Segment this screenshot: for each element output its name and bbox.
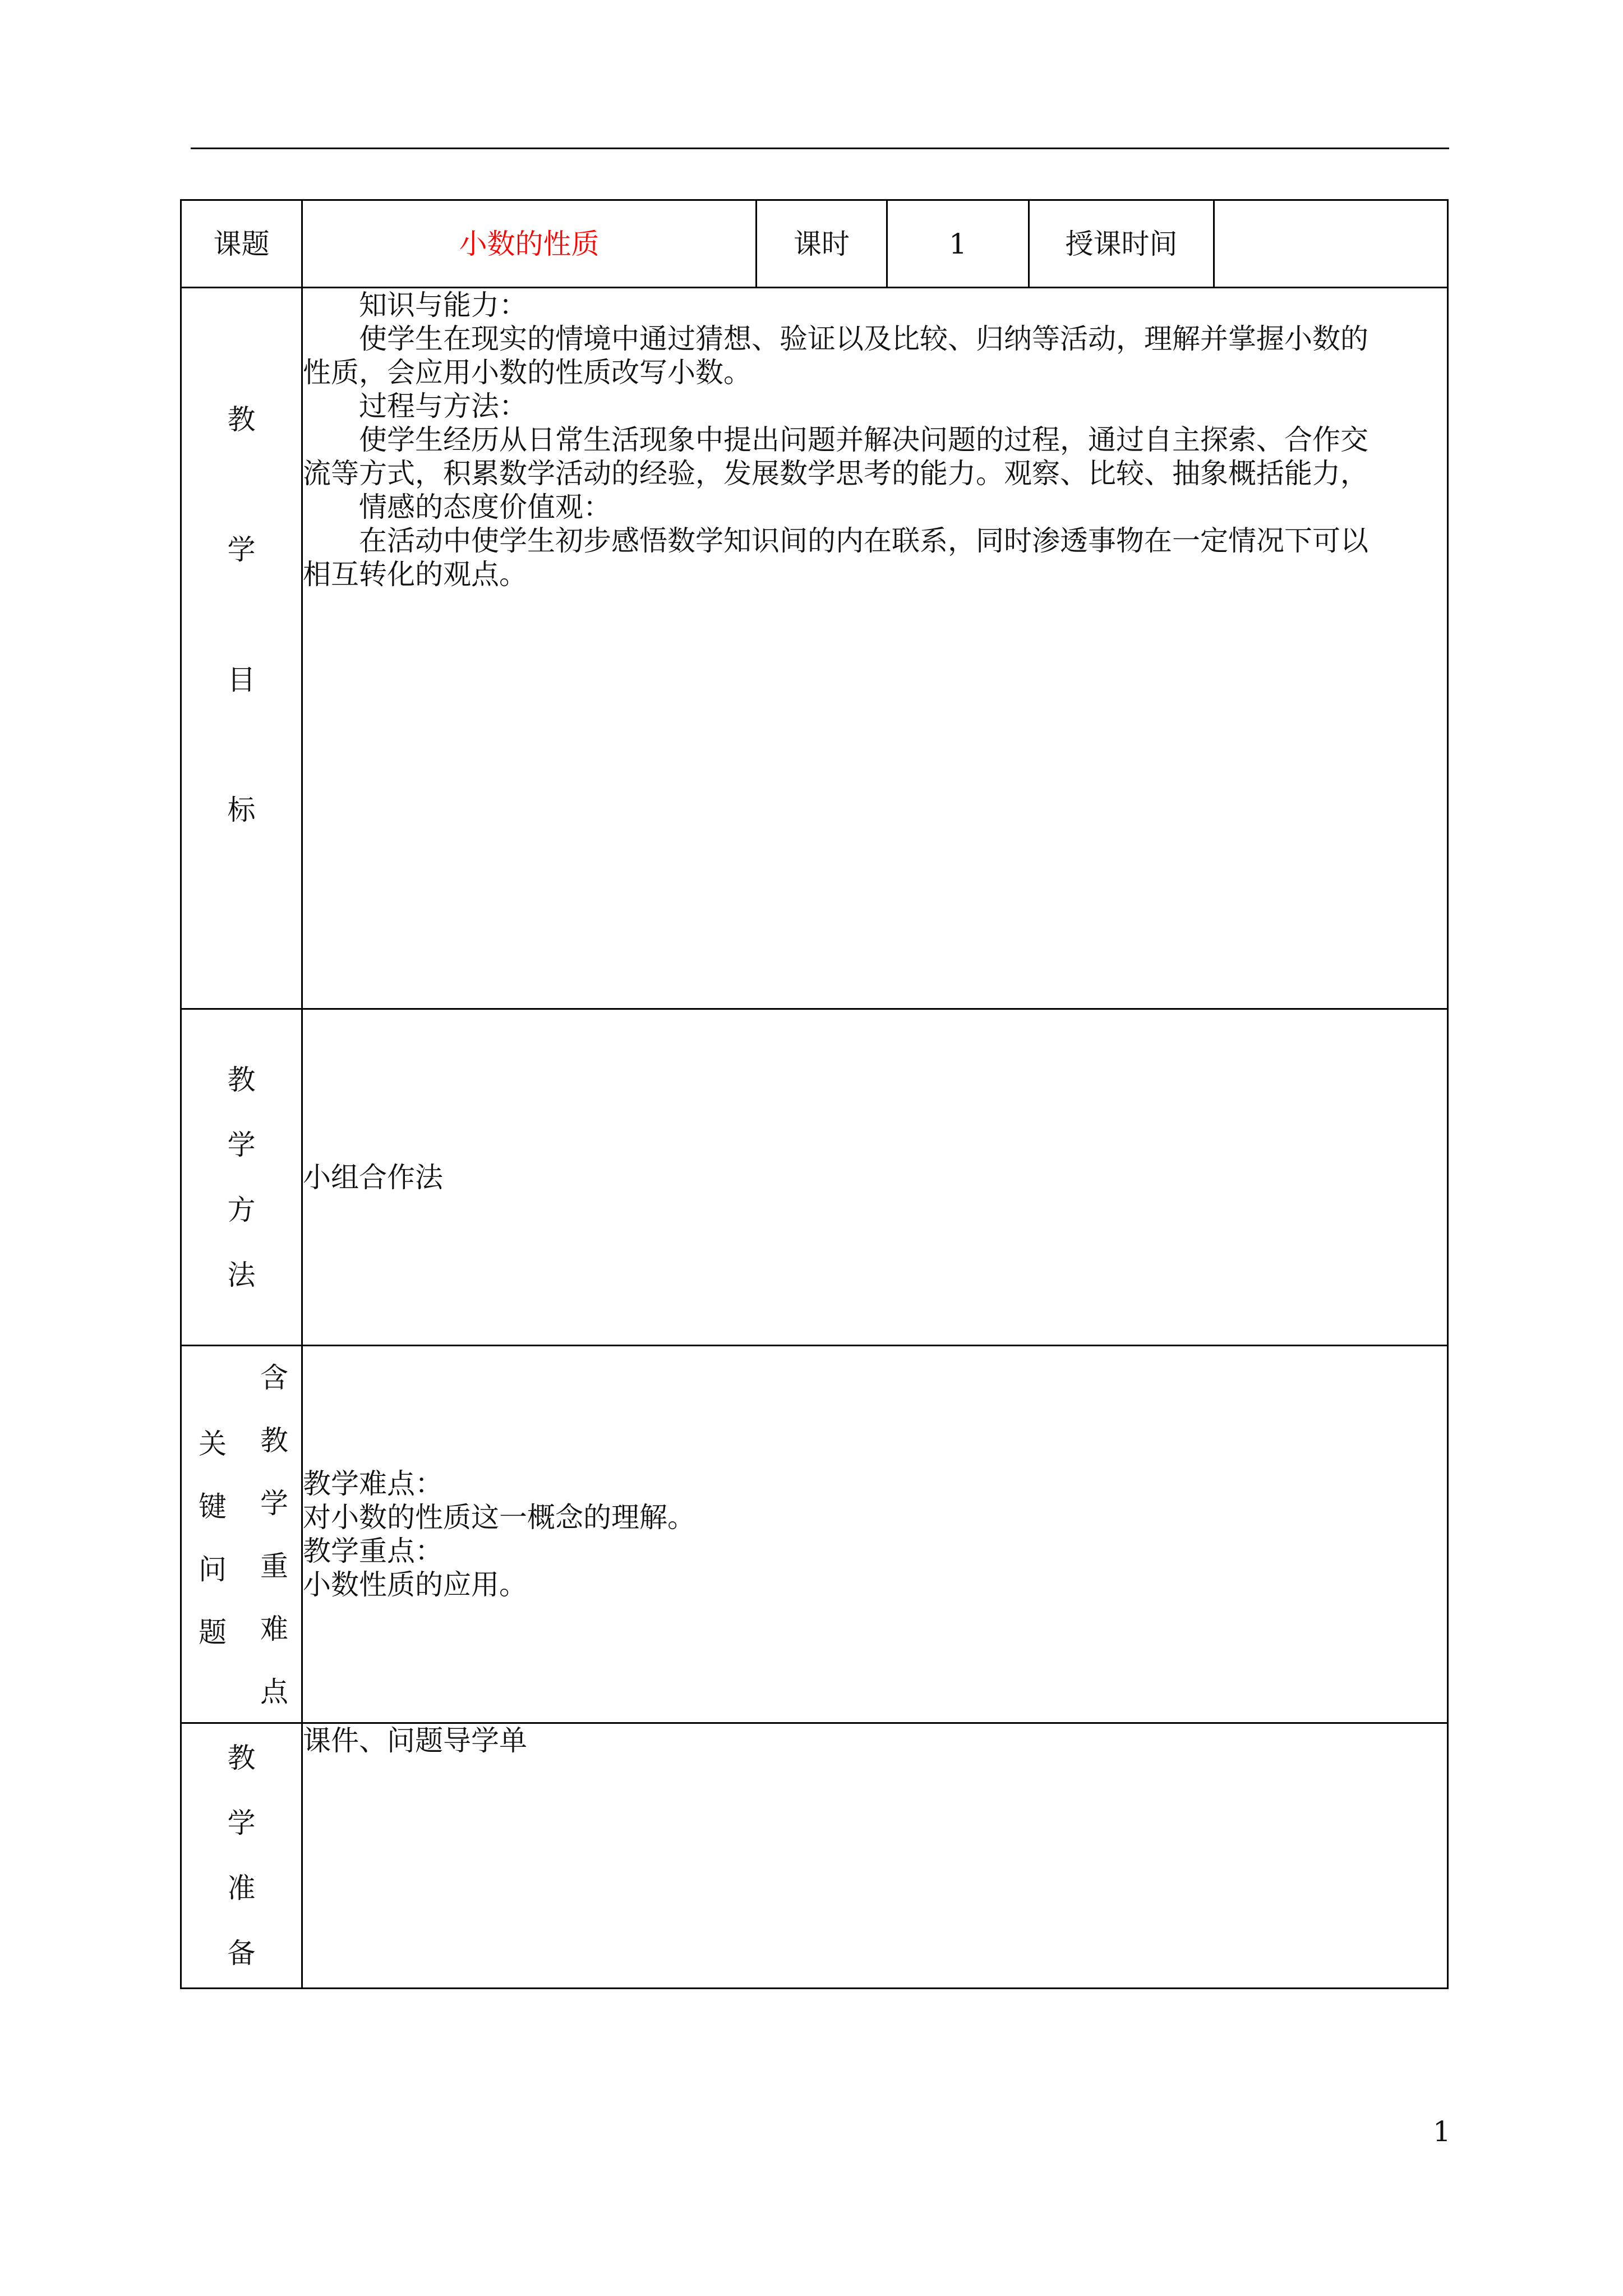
- method-label: [181, 1009, 302, 1346]
- focus-heading: 教学重点：: [303, 1535, 443, 1567]
- goals-heading-emotion: 情感的态度价值观：: [359, 491, 611, 523]
- key-label-char: 教: [260, 1424, 288, 1457]
- method-label-char: 学: [227, 1128, 256, 1161]
- key-issues-label-right: [260, 1346, 288, 1723]
- focus-text: 小数性质的应用。: [303, 1568, 527, 1601]
- prep-label-char: 准: [227, 1872, 256, 1904]
- method-label-char: 方: [227, 1193, 256, 1226]
- goals-heading-process: 过程与方法：: [359, 390, 527, 422]
- difficulty-heading: 教学难点：: [303, 1467, 443, 1500]
- goals-content: [302, 288, 1448, 1009]
- preparation-row: [181, 1723, 1448, 1989]
- goals-label-char: 学: [227, 533, 256, 566]
- key-label-char: 键: [199, 1490, 227, 1523]
- lesson-title: 小数的性质: [302, 200, 757, 288]
- method-content: 小组合作法: [302, 1009, 1448, 1346]
- period-label: 课时: [757, 200, 887, 288]
- key-label-char: 学: [260, 1487, 288, 1520]
- key-issues-content: [302, 1346, 1448, 1723]
- key-issues-label: [181, 1346, 302, 1723]
- goals-row: [181, 288, 1448, 1009]
- method-row: [181, 1009, 1448, 1346]
- time-value: [1214, 200, 1448, 288]
- key-label-char: 关: [199, 1428, 227, 1460]
- lesson-plan-table: [180, 199, 1449, 1989]
- prep-label-char: 备: [227, 1937, 256, 1970]
- goals-label: [181, 288, 302, 1009]
- key-label-char: 含: [260, 1361, 288, 1394]
- preparation-label: [181, 1723, 302, 1989]
- goals-text-line: 流等方式，积累数学活动的经验，发展数学思考的能力。观察、比较、抽象概括能力，: [303, 457, 1368, 490]
- goals-text-line: 性质，会应用小数的性质改写小数。: [303, 356, 751, 389]
- goals-text-line: 使学生经历从日常生活现象中提出问题并解决问题的过程，通过自主探索、合作交: [359, 424, 1368, 456]
- subject-label: 课题: [181, 200, 302, 288]
- header-rule: [191, 148, 1449, 149]
- key-label-char: 难: [260, 1613, 288, 1645]
- time-label: 授课时间: [1029, 200, 1214, 288]
- key-issues-label-left: [199, 1412, 227, 1664]
- goals-label-char: 标: [227, 793, 256, 826]
- key-label-char: 问: [199, 1553, 227, 1586]
- prep-label-char: 教: [227, 1742, 256, 1774]
- goals-heading-knowledge: 知识与能力：: [359, 289, 527, 321]
- period-value: 1: [887, 200, 1029, 288]
- goals-text-line: 使学生在现实的情境中通过猜想、验证以及比较、归纳等活动，理解并掌握小数的: [359, 323, 1368, 355]
- prep-label-char: 学: [227, 1807, 256, 1839]
- page-number: 1: [1433, 2115, 1451, 2148]
- key-label-char: 题: [199, 1616, 227, 1649]
- key-issues-row: [181, 1346, 1448, 1723]
- goals-text-line: 相互转化的观点。: [303, 558, 527, 591]
- goals-text-line: 在活动中使学生初步感悟数学知识间的内在联系，同时渗透事物在一定情况下可以: [359, 524, 1368, 557]
- method-label-char: 教: [227, 1063, 256, 1096]
- header-row: [181, 200, 1448, 288]
- difficulty-text: 对小数的性质这一概念的理解。: [303, 1501, 695, 1534]
- key-label-char: 点: [260, 1676, 288, 1708]
- goals-label-char: 目: [227, 663, 256, 696]
- key-label-char: 重: [260, 1550, 288, 1582]
- goals-label-char: 教: [227, 403, 256, 436]
- method-label-char: 法: [227, 1258, 256, 1291]
- preparation-content: 课件、问题导学单: [302, 1723, 1448, 1989]
